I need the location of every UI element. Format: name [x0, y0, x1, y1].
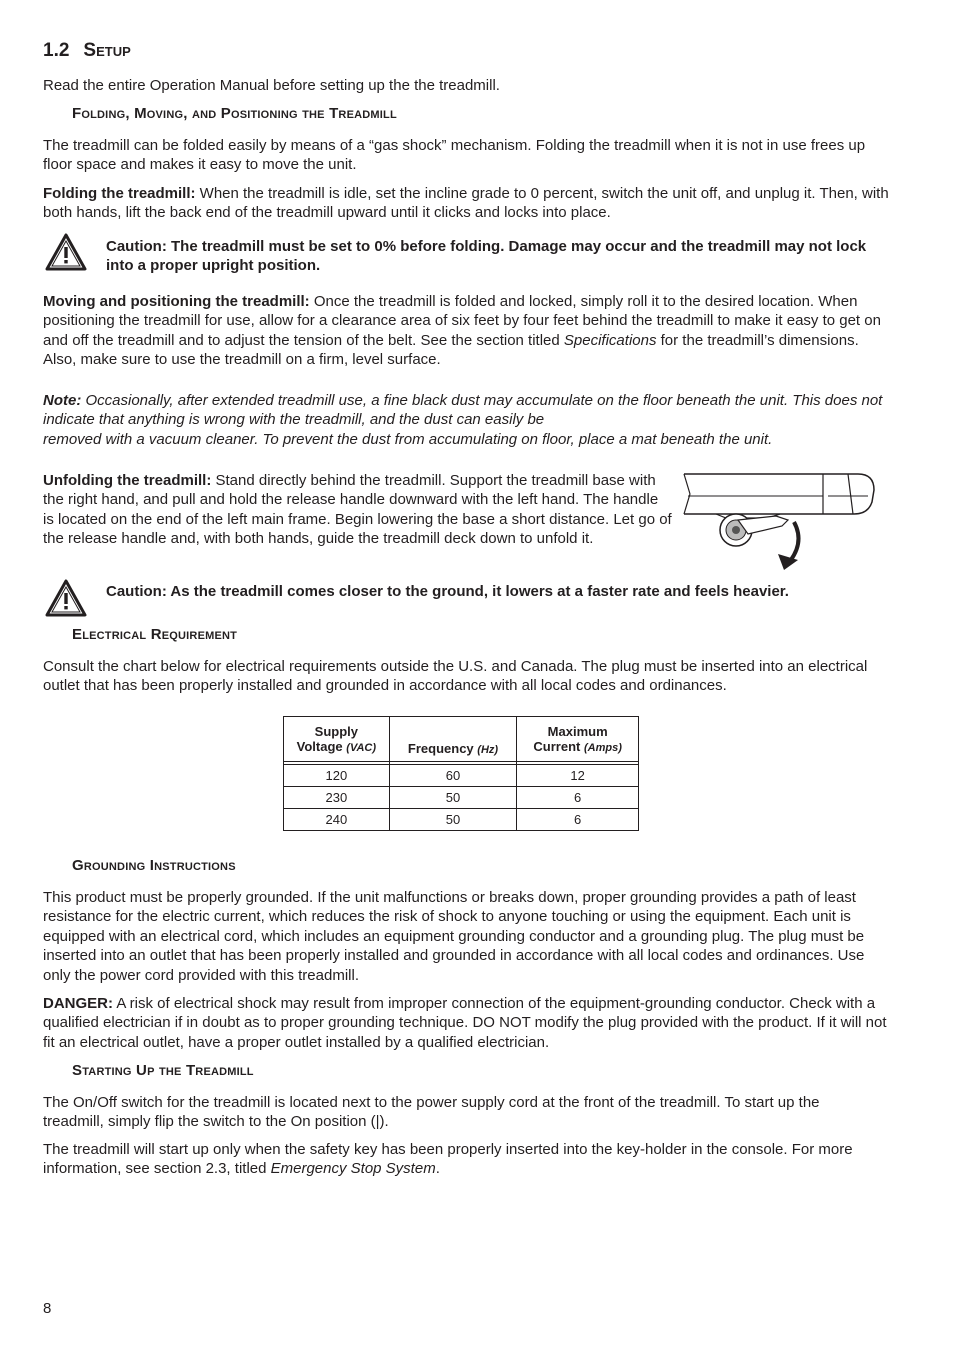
danger-label: DANGER: — [43, 995, 113, 1012]
note-text-cont: removed with a vacuum cleaner. To prevent the dust from accumulating on floor, place a mat beneath the unit. — [43, 430, 773, 448]
starting-heading: Starting Up the Treadmill — [72, 1062, 254, 1079]
release-handle-illustration — [678, 468, 882, 572]
unfolding-label: Unfolding the treadmill: — [43, 472, 212, 489]
caution-fold: Caution: The treadmill must be set to 0% before folding. Damage may occur and the treadmill may not lock into a proper upright position. — [106, 238, 867, 274]
intro-text: Read the entire Operation Manual before setting up the the treadmill. — [43, 77, 500, 94]
electrical-table — [283, 716, 639, 831]
caution-unfold: Caution: As the treadmill comes closer to the ground, it lowers at a faster rate and feels heavier. — [106, 583, 789, 600]
starting-paragraph: The On/Off switch for the treadmill is located next to the power supply cord at the front of the treadmill. To start up the treadmill, simply flip the switch to the On position (|). — [43, 1094, 820, 1131]
electrical-paragraph: Consult the chart below for electrical requirements outside the U.S. and Canada. The plug must be inserted into an electrical outlet that has been properly installed and grounded in accordance with all local codes and ordinances. — [43, 658, 868, 695]
header-current: Maximum Current (Amps) — [517, 717, 639, 762]
warning-icon — [44, 578, 88, 618]
warning-icon — [44, 232, 88, 272]
specifications-ref: Specifications — [563, 331, 657, 349]
table-row: 230 50 6 — [284, 787, 639, 809]
safety-key-paragraph: The treadmill will start up only when the safety key has been properly inserted into the key-holder in the console. For more information, see section 2.3, titled Emergency Stop System. — [43, 1141, 853, 1178]
header-frequency: Frequency (Hz) — [389, 717, 517, 762]
safety-key-text: The treadmill will start up only when the safety key has been properly inserted into the key-holder in the console. For more information, see section 2.3, titled — [43, 1141, 853, 1178]
section-number: 1.2 — [43, 40, 70, 61]
moving-label: Moving and positioning the treadmill: — [43, 293, 310, 310]
table-header-row — [284, 717, 639, 762]
folding-instructions — [43, 184, 893, 223]
unfolding-instructions — [43, 471, 673, 549]
header-voltage: Supply Voltage (VAC) — [284, 717, 390, 762]
emergency-stop-ref: Emergency Stop System — [270, 1160, 436, 1178]
danger-paragraph — [43, 994, 893, 1052]
note-label: Note: — [43, 392, 82, 409]
folding-paragraph: The treadmill can be folded easily by means of a “gas shock” mechanism. Folding the treadmill when it is not in use frees up floor space and makes it easy to move the unit. — [43, 137, 866, 174]
table-row: 240 50 6 — [284, 809, 639, 831]
moving-instructions — [43, 292, 893, 370]
folding-label: Folding the treadmill: — [43, 185, 196, 202]
dust-note — [43, 391, 893, 449]
moving-text: Once the treadmill is folded and locked, simply roll it to the desired location. When positioning the treadmill for use, allow for a clearance area of six feet by four feet behind the treadmill to make it easy to get on and off the treadmill and to adjust the tension of the belt. See the section titled — [43, 293, 881, 349]
section-title: Setup — [83, 40, 131, 61]
danger-text: A risk of electrical shock may result from improper connection of the equipment-grounding conductor. Check with a qualified electrician if in doubt as to proper grounding technique. DO NOT modify the plug provided with the product. If it will not fit an electrical outlet, have a proper outlet installed by a qualified electrician. — [43, 995, 887, 1051]
grounding-paragraph: This product must be properly grounded. If the unit malfunctions or breaks down, proper grounding provides a path of least resistance for the electric current, which reduces the risk of shock to anyone touching or using the equipment. Each unit is equipped with an electrical cord, which includes an equipment grounding conductor and a grounding plug. The plug must be inserted into an outlet that has been properly installed and grounded in accordance with all local codes and ordinances. Use only the power cord provided with this treadmill. — [43, 889, 865, 984]
electrical-heading: Electrical Requirement — [72, 626, 238, 643]
grounding-heading: Grounding Instructions — [72, 857, 236, 874]
note-text: Occasionally, after extended treadmill use, a fine black dust may accumulate on the floor beneath the unit. This does not indicate that anything is wrong with the treadmill, and the dust can easily be — [43, 392, 883, 429]
section-heading — [43, 40, 131, 62]
moving-text-end: for the treadmill’s dimensions. Also, make sure to use the treadmill on a firm, level surface. — [43, 331, 859, 369]
unfolding-text: Stand directly behind the treadmill. Support the treadmill base with the right hand, and pull and hold the release handle downward with the left hand. The handle is located on the end of the left main frame. Begin lowering the base a short distance. Let go of the release handle and, with both hands, guide the treadmill deck down to unfold it. — [43, 472, 672, 548]
folding-text: When the treadmill is idle, set the incline grade to 0 percent, switch the unit off, and unplug it. Then, with both hands, lift the back end of the treadmill upward until it clicks and locks into place. — [43, 185, 889, 222]
page-number: 8 — [43, 1300, 52, 1317]
folding-heading: Folding, Moving, and Positioning the Treadmill — [72, 105, 397, 122]
table-row: 120 60 12 — [284, 765, 639, 787]
